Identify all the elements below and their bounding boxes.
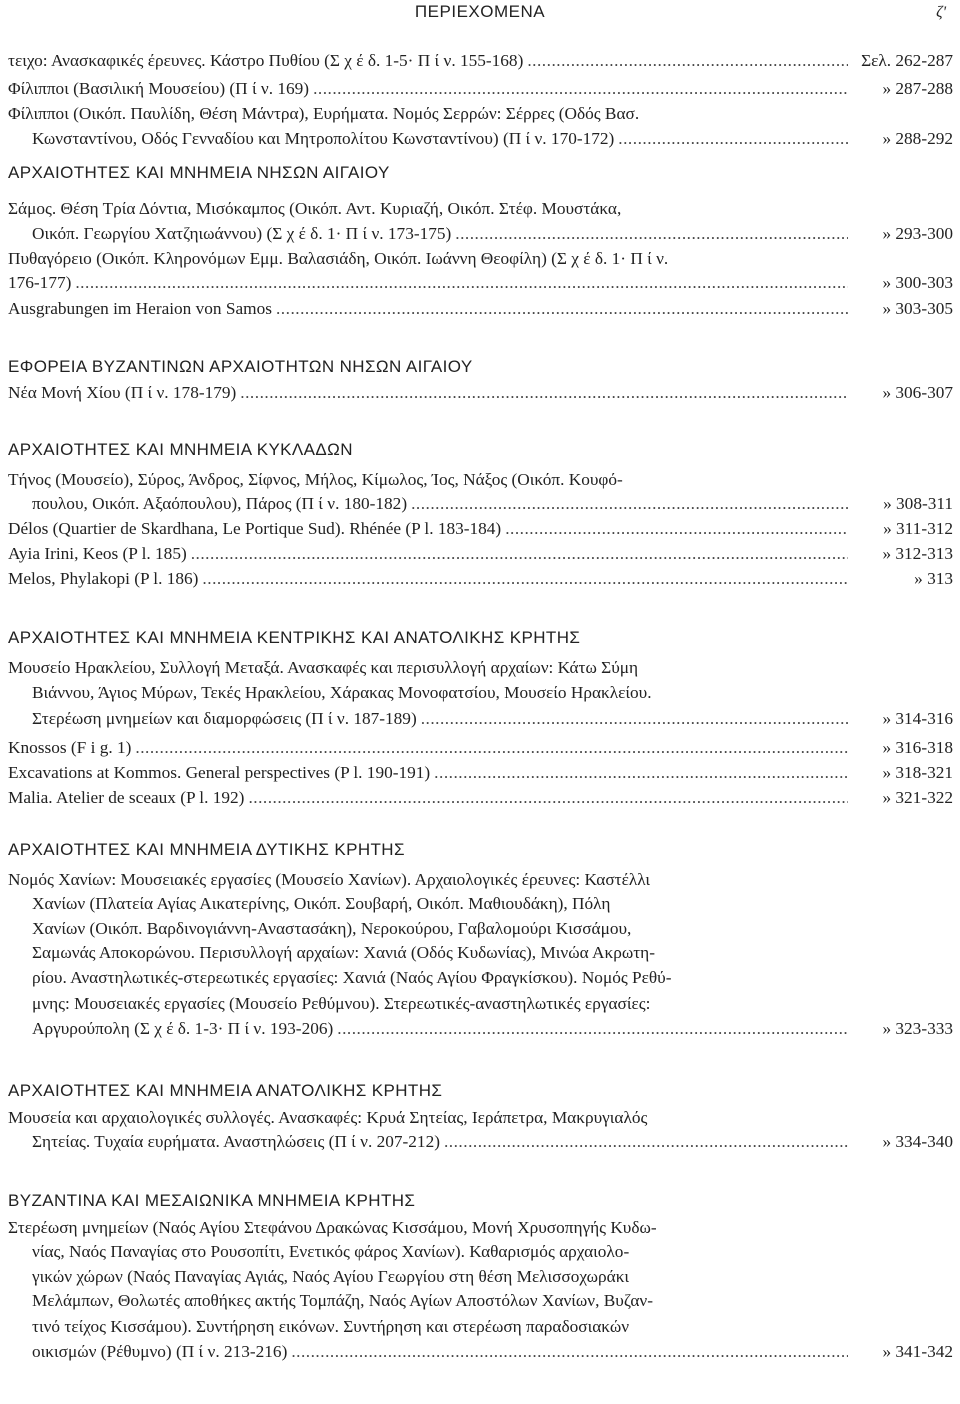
- toc-entry-line: [32, 706, 953, 731]
- entry-text: Νομός Χανίων: Μουσειακές εργασίες (Μουσείο Χανίων). Αρχαιολογικές έρευνες: Καστέλλι: [8, 870, 651, 889]
- page-range: Σελ. 262-287: [861, 51, 953, 70]
- entry-text: Στερέωση μνημείων (Ναός Αγίου Στεφάνου Δρακώνας Κισσάμου, Μονή Χρυσοπηγής Κυδω-: [8, 1218, 657, 1237]
- toc-entry-line: [8, 196, 953, 221]
- dot-leader: [440, 1129, 848, 1154]
- section-heading: ΒΥΖΑΝΤΙΝΑ ΚΑΙ ΜΕΣΑΙΩΝΙΚΑ ΜΝΗΜΕΙΑ ΚΡΗΤΗΣ: [8, 1191, 416, 1210]
- entry-text: Νέα Μονή Χίου (Π ί ν. 178-179): [8, 383, 237, 402]
- entry-text: Χανίων (Πλατεία Αγίας Αικατερίνης, Οικόπ. Σουβαρή, Οικόπ. Μαθιουδάκη), Πόλη: [32, 894, 611, 913]
- entry-text: Φίλιπποι (Βασιλική Μουσείου) (Π ί ν. 169): [8, 79, 310, 98]
- section-heading: ΕΦΟΡΕΙΑ ΒΥΖΑΝΤΙΝΩΝ ΑΡΧΑΙΟΤΗΤΩΝ ΝΗΣΩΝ ΑΙΓΑΙΟΥ: [8, 357, 473, 376]
- entry-text: μνης: Μουσειακές εργασίες (Μουσείο Ρεθύμνου). Στερεωτικές-αναστηλωτικές εργασίες:: [32, 994, 651, 1013]
- page-range: » 311-312: [883, 519, 953, 538]
- section-heading: ΑΡΧΑΙΟΤΗΤΕΣ ΚΑΙ ΜΝΗΜΕΙΑ ΑΝΑΤΟΛΙΚΗΣ ΚΡΗΤΗΣ: [8, 1081, 443, 1100]
- entry-text: Οικόπ. Γεωργίου Χατζηιωάννου) (Σ χ έ δ. 1· Π ί ν. 173-175): [32, 224, 452, 243]
- page-number: ζ': [936, 4, 946, 21]
- toc-entry-line: [32, 991, 953, 1016]
- toc-entry-line: [8, 760, 953, 785]
- entry-text: Ausgrabungen im Heraion von Samos: [8, 299, 272, 318]
- entry-text: ρίου. Αναστηλωτικές-στερεωτικές εργασίες: Χανιά (Ναός Αγίου Φραγκίσκου). Νομός Ρεθύ-: [32, 968, 672, 987]
- toc-entry-line: [32, 1264, 953, 1289]
- toc-entry-line: [8, 541, 953, 566]
- page-range: » 293-300: [882, 224, 953, 243]
- entry-text: Σαμωνάς Αποκορώνου. Περισυλλογή αρχαίων: Χανιά (Οδός Κυδωνίας), Μινώα Ακρωτη-: [32, 943, 655, 962]
- dot-leader: [272, 296, 848, 321]
- entry-text: νίας, Ναός Παναγίας στο Ρουσοπίτι, Ενετικός φάρος Χανίων). Καθαρισμός αρχαιολο-: [32, 1242, 630, 1261]
- dot-leader: [451, 221, 848, 246]
- section-heading: ΑΡΧΑΙΟΤΗΤΕΣ ΚΑΙ ΜΝΗΜΕΙΑ ΚΥΚΛΑΔΩΝ: [8, 440, 353, 459]
- page-range: » 318-321: [882, 763, 953, 782]
- dot-leader: [287, 1339, 848, 1364]
- toc-entry-line: [8, 785, 953, 810]
- dot-leader: [523, 48, 848, 73]
- dot-leader: [187, 541, 848, 566]
- toc-entry-line: [32, 965, 953, 990]
- entry-text: Κωνσταντίνου, Οδός Γενναδίου και Μητροπολίτου Κωνσταντίνου) (Π ί ν. 170-172): [32, 129, 615, 148]
- entry-text: Μουσείο Ηρακλείου, Συλλογή Μεταξά. Ανασκαφές και περισυλλογή αρχαίων: Κάτω Σύμη: [8, 658, 639, 677]
- entry-text: πουλου, Οικόπ. Αξαόπουλου), Πάρος (Π ί ν. 180-182): [32, 494, 408, 513]
- entry-text: Melos, Phylakopi (P l. 186): [8, 569, 199, 588]
- page-range: » 316-318: [882, 738, 953, 757]
- section-heading: ΑΡΧΑΙΟΤΗΤΕΣ ΚΑΙ ΜΝΗΜΕΙΑ ΝΗΣΩΝ ΑΙΓΑΙΟΥ: [8, 163, 390, 182]
- entry-text: τειχο: Ανασκαφικές έρευνες. Κάστρο Πυθίου (Σ χ έ δ. 1-5· Π ί ν. 155-168): [8, 51, 524, 70]
- entry-text: γικών χώρων (Ναός Παναγίας Αγιάς, Ναός Αγίου Γεωργίου στη θέση Μελισσοχωράκι: [32, 1267, 630, 1286]
- page-range: » 312-313: [882, 544, 953, 563]
- dot-leader: [244, 785, 848, 810]
- toc-entry-line: [8, 735, 953, 760]
- entry-text: Ayia Irini, Keos (P l. 185): [8, 544, 187, 563]
- entry-text: Knossos (F i g. 1): [8, 738, 132, 757]
- toc-entry-line: [32, 940, 953, 965]
- toc-entry-line: [8, 48, 953, 73]
- page-range: » 288-292: [882, 129, 953, 148]
- toc-entry-line: [8, 467, 953, 492]
- toc-entry-line: [32, 491, 953, 516]
- page-range: » 287-288: [882, 79, 953, 98]
- entry-text: 176-177): [8, 273, 72, 292]
- dot-leader: [236, 380, 848, 405]
- entry-text: Malia. Atelier de sceaux (P l. 192): [8, 788, 245, 807]
- entry-text: Στερέωση μνημείων και διαμορφώσεις (Π ί ν. 187-189): [32, 709, 417, 728]
- page-range: » 313: [914, 569, 953, 588]
- page-range: » 308-311: [883, 494, 953, 513]
- page-header-title: ΠΕΡΙΕΧΟΜΕΝΑ: [414, 2, 546, 21]
- page-range: » 341-342: [882, 1342, 953, 1361]
- dot-leader: [333, 1016, 848, 1041]
- toc-entry-line: [8, 76, 953, 101]
- toc-entry-line: [32, 1129, 953, 1154]
- dot-leader: [417, 706, 848, 731]
- section-heading: ΑΡΧΑΙΟΤΗΤΕΣ ΚΑΙ ΜΝΗΜΕΙΑ ΔΥΤΙΚΗΣ ΚΡΗΤΗΣ: [8, 840, 405, 859]
- entry-text: Σητείας. Τυχαία ευρήματα. Αναστηλώσεις (Π ί ν. 207-212): [32, 1132, 440, 1151]
- page-range: » 303-305: [882, 299, 953, 318]
- dot-leader: [131, 735, 848, 760]
- entry-text: Βιάννου, Άγιος Μύρων, Τεκές Ηρακλείου, Χάρακας Μονοφατσίου, Μουσείο Ηρακλείου.: [32, 683, 652, 702]
- toc-entry-line: [8, 270, 953, 295]
- page-range: » 334-340: [882, 1132, 953, 1151]
- page-range: » 321-322: [882, 788, 953, 807]
- entry-text: Τήνος (Μουσείο), Σύρος, Άνδρος, Σίφνος, Μήλος, Κίμωλος, Ίος, Νάξος (Οικόπ. Κουφό-: [8, 470, 623, 489]
- toc-entry-line: [32, 1314, 953, 1339]
- toc-entry-line: [8, 380, 953, 405]
- toc-entry-line: [32, 916, 953, 941]
- toc-entry-line: [32, 891, 953, 916]
- page-range: » 300-303: [882, 273, 953, 292]
- toc-entry-line: [8, 867, 953, 892]
- dot-leader: [430, 760, 848, 785]
- toc-entry-line: [32, 1339, 953, 1364]
- dot-leader: [501, 516, 848, 541]
- entry-text: Μουσεία και αρχαιολογικές συλλογές. Ανασκαφές: Κρυά Σητείας, Ιεράπετρα, Μακρυγιαλός: [8, 1108, 648, 1127]
- entry-text: Μελάμπων, Θολωτές αποθήκες ακτής Τομπάζη, Ναός Αγίων Αποστόλων Χανίων, Βυζαν-: [32, 1291, 653, 1310]
- page-range: » 306-307: [882, 383, 953, 402]
- toc-entry-line: [32, 1288, 953, 1313]
- entry-text: Πυθαγόρειο (Οικόπ. Κληρονόμων Εμμ. Βαλασιάδη, Οικόπ. Ιωάννη Θεοφίλη) (Σ χ έ δ. 1· Π ί ν.: [8, 249, 669, 268]
- entry-text: Φίλιπποι (Οικόπ. Παυλίδη, Θέση Μάντρα), Ευρήματα. Νομός Σερρών: Σέρρες (Οδός Βασ.: [8, 104, 640, 123]
- toc-entry-line: [32, 1016, 953, 1041]
- entry-text: τινό τείχος Κισσάμου). Συντήρηση εικόνων. Συντήρηση και στερέωση παραδοσιακών: [32, 1317, 630, 1336]
- page-range: » 323-333: [882, 1019, 953, 1038]
- dot-leader: [407, 491, 848, 516]
- entry-text: Délos (Quartier de Skardhana, Le Portique Sud). Rhénée (P l. 183-184): [8, 519, 502, 538]
- entry-text: οικισμών (Ρέθυμνο) (Π ί ν. 213-216): [32, 1342, 288, 1361]
- toc-entry-line: [8, 101, 953, 126]
- toc-entry-line: [8, 566, 953, 591]
- toc-entry-line: [32, 126, 953, 151]
- toc-entry-line: [8, 246, 953, 271]
- dot-leader: [71, 270, 848, 295]
- entry-text: Excavations at Kommos. General perspectives (P l. 190-191): [8, 763, 431, 782]
- toc-entry-line: [8, 1215, 953, 1240]
- page-range: » 314-316: [882, 709, 953, 728]
- section-heading: ΑΡΧΑΙΟΤΗΤΕΣ ΚΑΙ ΜΝΗΜΕΙΑ ΚΕΝΤΡΙΚΗΣ ΚΑΙ ΑΝΑΤΟΛΙΚΗΣ ΚΡΗΤΗΣ: [8, 628, 581, 647]
- toc-entry-line: [8, 1105, 953, 1130]
- dot-leader: [309, 76, 848, 101]
- dot-leader: [198, 566, 848, 591]
- toc-entry-line: [32, 221, 953, 246]
- entry-text: Σάμος. Θέση Τρία Δόντια, Μισόκαμπος (Οικόπ. Αντ. Κυριαζή, Οικόπ. Στέφ. Μουστάκα,: [8, 199, 622, 218]
- dot-leader: [614, 126, 848, 151]
- toc-entry-line: [32, 680, 953, 705]
- toc-entry-line: [8, 296, 953, 321]
- toc-entry-line: [8, 655, 953, 680]
- entry-text: Αργυρούπολη (Σ χ έ δ. 1-3· Π ί ν. 193-206): [32, 1019, 334, 1038]
- toc-entry-line: [32, 1239, 953, 1264]
- entry-text: Χανίων (Οικόπ. Βαρδινογιάννη-Αναστασάκη), Νεροκούρου, Γαβαλομούρι Κισσάμου,: [32, 919, 632, 938]
- toc-entry-line: [8, 516, 953, 541]
